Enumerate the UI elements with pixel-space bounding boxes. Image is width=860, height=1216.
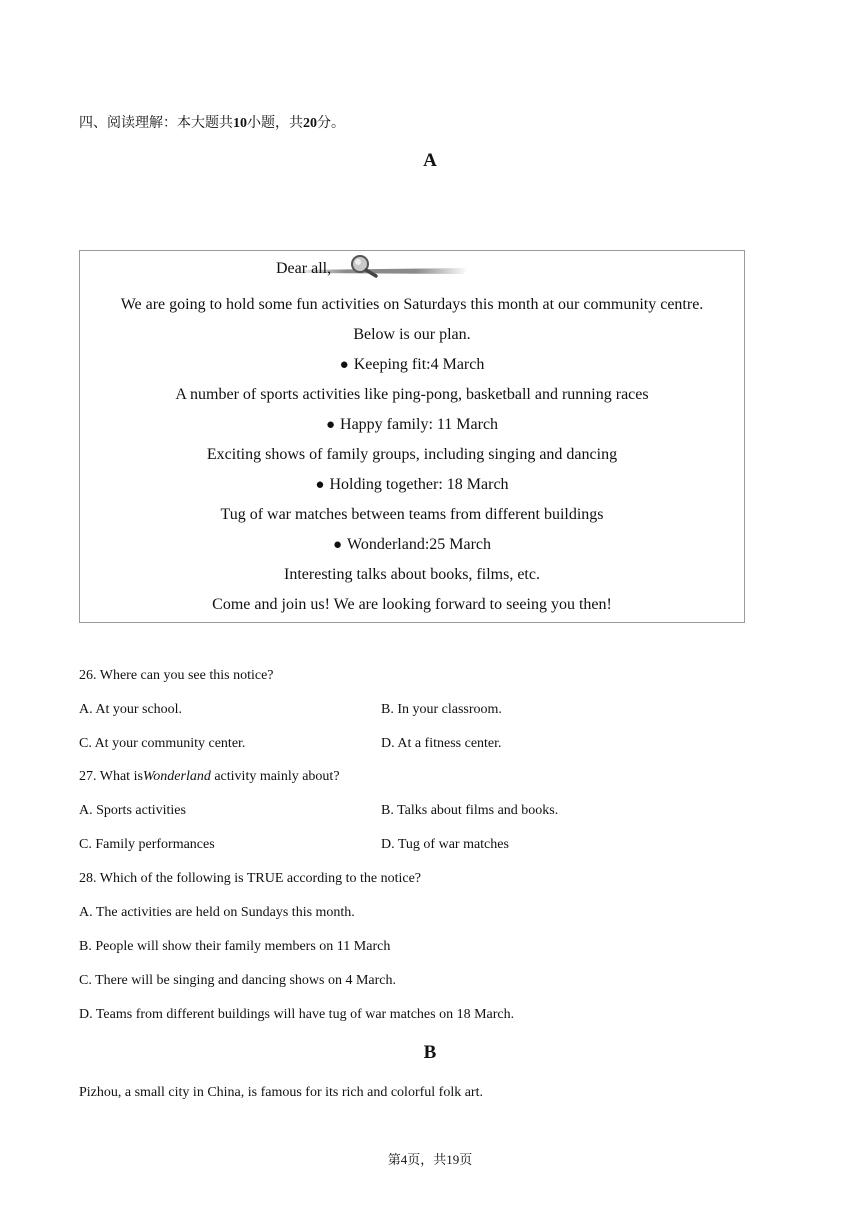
activity-keeping-fit xyxy=(80,355,744,375)
notice-plan-label: Below is our plan. xyxy=(353,326,471,343)
footer-mid: 页，共 xyxy=(407,1152,447,1167)
stem-italic: Wonderland xyxy=(142,769,211,784)
heading-mid: 小题，共 xyxy=(247,116,303,131)
notice-closing: Come and join us! We are looking forward to seeing you then! xyxy=(212,596,612,613)
question-26-stem: 26. Where can you see this notice? xyxy=(79,668,274,683)
question-28-stem: 28. Which of the following is TRUE according to the notice? xyxy=(79,871,422,886)
stem-prefix: 27. What is xyxy=(79,769,143,784)
passage-b-title: B xyxy=(423,1042,437,1063)
question-27-option-b: B. Talks about films and books. xyxy=(381,803,559,818)
total-pages: 19 xyxy=(446,1152,460,1167)
question-28-option-c: C. There will be singing and dancing shows on 4 March. xyxy=(79,973,397,988)
question-27-option-a: A. Sports activities xyxy=(79,803,186,818)
activity-wonderland xyxy=(80,535,744,555)
current-page-number: 4 xyxy=(400,1152,408,1167)
heading-prefix: 四、阅读理解：本大题共 xyxy=(79,116,233,131)
total-points: 20 xyxy=(303,116,317,131)
passage-a-title: A xyxy=(423,150,437,171)
bullet-icon: ● xyxy=(315,477,325,493)
heading-suffix: 分。 xyxy=(317,116,345,131)
stem-suffix: activity mainly about? xyxy=(210,769,340,784)
question-28-option-b: B. People will show their family members on 11 March xyxy=(79,939,391,954)
notice-intro: We are going to hold some fun activities on Saturdays this month at our community centre. xyxy=(120,296,704,313)
activity-title: Keeping fit:4 March xyxy=(353,356,485,373)
question-27-option-c: C. Family performances xyxy=(79,837,215,852)
activity-title: Wonderland:25 March xyxy=(347,536,492,553)
activity-holding-together-desc: Tug of war matches between teams from different buildings xyxy=(220,506,604,523)
question-27-stem xyxy=(79,768,340,786)
question-26-option-c: C. At your community center. xyxy=(79,736,246,751)
activity-wonderland-desc: Interesting talks about books, films, etc. xyxy=(284,566,540,583)
section-heading xyxy=(79,112,345,132)
bullet-icon: ● xyxy=(325,417,336,433)
bullet-icon: ● xyxy=(332,537,343,553)
page-footer xyxy=(0,1149,860,1168)
question-27-option-d: D. Tug of war matches xyxy=(381,837,509,852)
activity-happy-family xyxy=(80,415,744,435)
passage-b-text: Pizhou, a small city in China, is famous for its rich and colorful folk art. xyxy=(79,1085,483,1100)
activity-keeping-fit-desc: A number of sports activities like ping-pong, basketball and running races xyxy=(175,386,649,403)
footer-prefix: 第 xyxy=(387,1152,401,1167)
notice-box xyxy=(79,250,745,623)
question-28-option-a: A. The activities are held on Sundays this month. xyxy=(79,905,355,920)
footer-suffix: 页 xyxy=(459,1152,473,1167)
activity-title: Happy family: 11 March xyxy=(340,416,499,433)
notice-greeting: Dear all, xyxy=(276,260,332,277)
question-26-option-a: A. At your school. xyxy=(79,702,183,717)
question-28-option-d: D. Teams from different buildings will have tug of war matches on 18 March. xyxy=(79,1007,515,1022)
activity-holding-together xyxy=(80,475,744,495)
question-26-option-b: B. In your classroom. xyxy=(381,702,502,717)
bullet-icon: ● xyxy=(339,357,349,373)
question-count: 10 xyxy=(233,116,247,131)
activity-title: Holding together: 18 March xyxy=(329,476,509,493)
question-26-option-d: D. At a fitness center. xyxy=(381,736,502,751)
activity-happy-family-desc: Exciting shows of family groups, including singing and dancing xyxy=(206,446,618,463)
